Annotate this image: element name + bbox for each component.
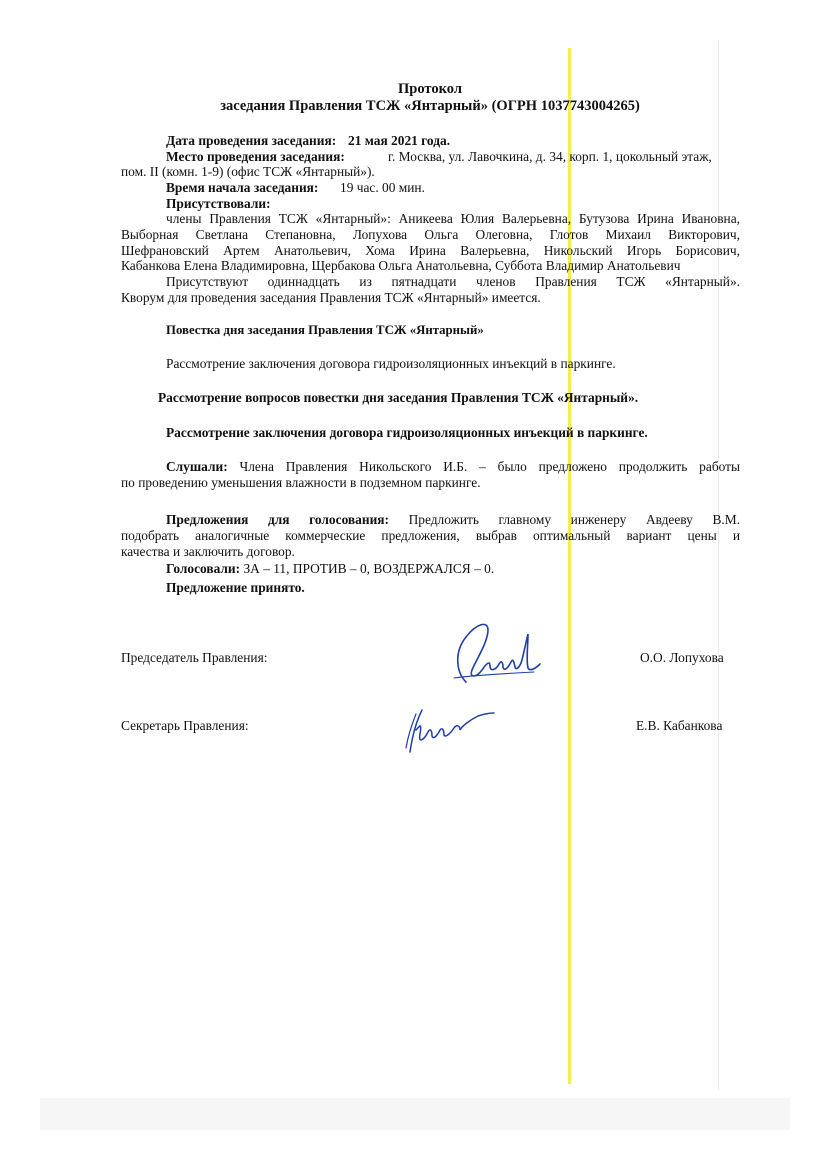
chair-signature <box>436 612 546 690</box>
heard-line2: по проведению уменьшения влажности в подземном паркинге. <box>121 475 481 490</box>
proposal-text: Предложить главному инженеру Авдееву В.М. <box>408 512 740 527</box>
vote-label: Голосовали: <box>166 561 241 576</box>
attendance-heading: Присутствовали: <box>166 196 271 211</box>
secretary-signature <box>400 700 500 758</box>
quorum-line2: Кворум для проведения заседания Правления ТСЖ «Янтарный» имеется. <box>121 290 541 305</box>
discussion-heading: Рассмотрение вопросов повестки дня заседания Правления ТСЖ «Янтарный». <box>158 390 639 405</box>
agenda-heading: Повестка дня заседания Правления ТСЖ «Янтарный» <box>166 323 484 337</box>
secretary-title: Секретарь Правления: <box>121 718 249 733</box>
place-label: Место проведения заседания: <box>166 149 345 164</box>
time-label: Время начала заседания: <box>166 180 319 195</box>
secretary-name: Е.В. Кабанкова <box>636 718 723 733</box>
vote-value: ЗА – 11, ПРОТИВ – 0, ВОЗДЕРЖАЛСЯ – 0. <box>243 561 495 576</box>
decision-result: Предложение принято. <box>166 580 305 595</box>
document-subtitle: заседания Правления ТСЖ «Янтарный» (ОГРН 1037743004265) <box>220 98 640 114</box>
time-value: 19 час. 00 мин. <box>340 180 425 195</box>
heard-text: Члена Правления Никольского И.Б. – было предложено продолжить работы <box>239 459 740 474</box>
date-value: 21 мая 2021 года. <box>348 133 451 148</box>
chair-title: Председатель Правления: <box>121 650 268 665</box>
attendance-line4: Кабанкова Елена Владимировна, Щербакова Ольга Анатольевна, Суббота Владимир Анатольевич <box>121 258 681 273</box>
date-label: Дата проведения заседания: <box>166 133 337 148</box>
document-title: Протокол <box>398 81 462 97</box>
chair-name: О.О. Лопухова <box>640 650 724 665</box>
attendance-line1: члены Правления ТСЖ «Янтарный»: Аникеева Юлия Валерьевна, Бутузова Ирина Ивановна, <box>166 211 740 226</box>
proposal-line1 <box>166 512 740 527</box>
place-value-line1: г. Москва, ул. Лавочкина, д. 34, корп. 1, цокольный этаж, <box>388 149 712 164</box>
attendance-line3: Шефрановский Артем Анатольевич, Хома Ирина Валерьевна, Никольский Игорь Борисович, <box>121 243 740 258</box>
vote-line <box>166 561 494 576</box>
proposal-line3: качества и заключить договор. <box>121 544 295 559</box>
place-value-line2: пом. II (комн. 1-9) (офис ТСЖ «Янтарный»). <box>121 164 375 179</box>
discussion-subheading: Рассмотрение заключения договора гидроизоляционных инъекций в паркинге. <box>166 425 648 440</box>
yellow-highlight-line <box>568 48 571 1084</box>
scan-edge-line <box>718 40 719 1090</box>
proposal-line2: подобрать аналогичные коммерческие предложения, выбрав оптимальный вариант цены и <box>121 528 740 543</box>
quorum-line1: Присутствуют одиннадцать из пятнадцати членов Правления ТСЖ «Янтарный». <box>166 274 740 289</box>
proposal-label: Предложения для голосования: <box>166 512 389 527</box>
attendance-line2: Выборная Светлана Степановна, Лопухова Ольга Олеговна, Глотов Михаил Викторович, <box>121 227 740 242</box>
agenda-item: Рассмотрение заключения договора гидроизоляционных инъекций в паркинге. <box>166 356 616 371</box>
document-page <box>40 40 790 1130</box>
page-footer-strip <box>40 1098 790 1130</box>
heard-label: Слушали: <box>166 459 228 474</box>
heard-line1 <box>166 459 740 474</box>
